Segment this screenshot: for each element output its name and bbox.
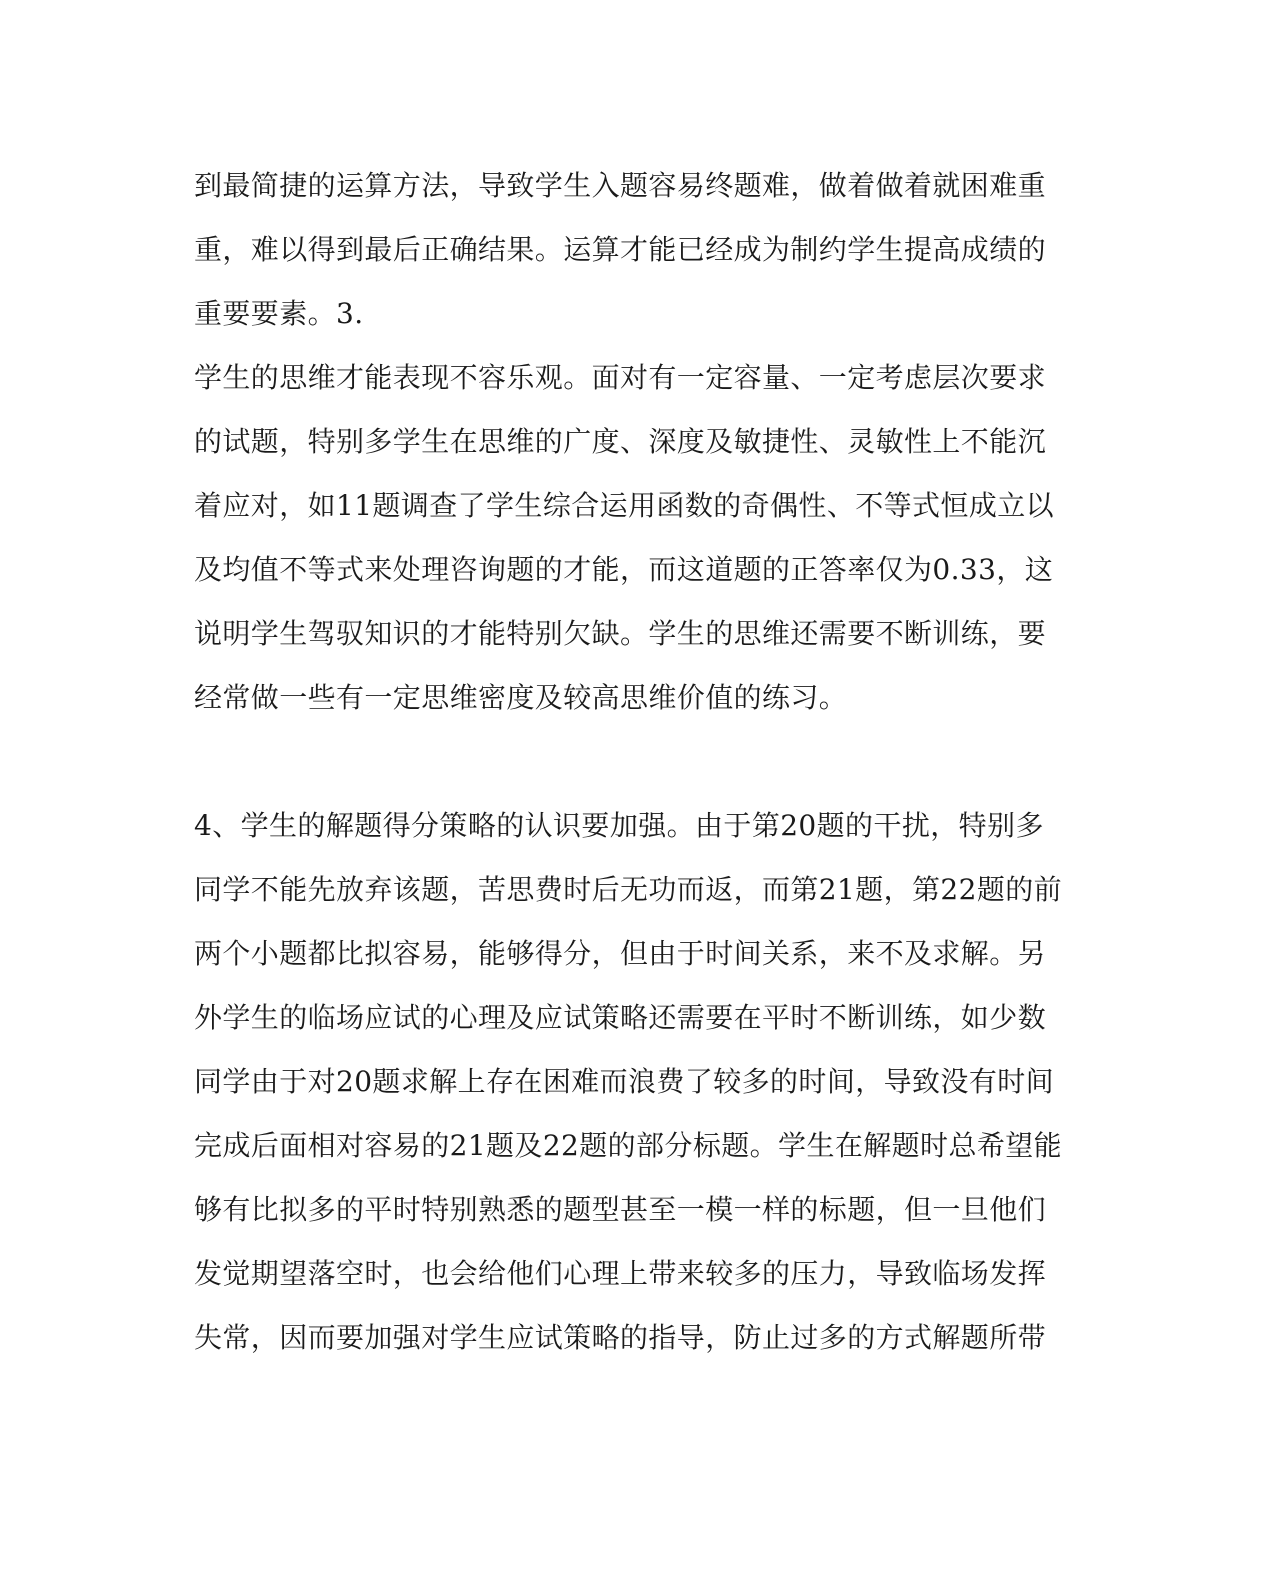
paragraph-line: 说明学生驾驭知识的才能特别欠缺。学生的思维还需要不断训练，要 bbox=[194, 617, 1047, 650]
paragraph-line: 着应对，如11题调查了学生综合运用函数的奇偶性、不等式恒成立以 bbox=[194, 489, 1055, 522]
paragraph-line: 同学不能先放弃该题，苦思费时后无功而返，而第21题，第22题的前 bbox=[194, 873, 1063, 906]
paragraph-line: 够有比拟多的平时特别熟悉的题型甚至一模一样的标题，但一旦他们 bbox=[194, 1193, 1047, 1226]
paragraph-line: 同学由于对20题求解上存在困难而浪费了较多的时间，导致没有时间 bbox=[194, 1065, 1055, 1098]
paragraph-line: 失常，因而要加强对学生应试策略的指导，防止过多的方式解题所带 bbox=[194, 1321, 1047, 1354]
paragraph-line: 经常做一些有一定思维密度及较高思维价值的练习。 bbox=[194, 681, 848, 714]
paragraph-line: 重要要素。3. bbox=[194, 297, 364, 330]
paragraph-line: 外学生的临场应试的心理及应试策略还需要在平时不断训练，如少数 bbox=[194, 1001, 1047, 1034]
paragraph-line: 4、学生的解题得分策略的认识要加强。由于第20题的干扰，特别多 bbox=[194, 809, 1044, 842]
paragraph-line: 完成后面相对容易的21题及22题的部分标题。学生在解题时总希望能 bbox=[194, 1129, 1063, 1162]
paragraph-line: 重，难以得到最后正确结果。运算才能已经成为制约学生提高成绩的 bbox=[194, 233, 1047, 266]
paragraph-line: 发觉期望落空时，也会给他们心理上带来较多的压力，导致临场发挥 bbox=[194, 1257, 1047, 1290]
paragraph-line: 的试题，特别多学生在思维的广度、深度及敏捷性、灵敏性上不能沉 bbox=[194, 425, 1047, 458]
paragraph-line: 两个小题都比拟容易，能够得分，但由于时间关系，来不及求解。另 bbox=[194, 937, 1047, 970]
paragraph-line: 学生的思维才能表现不容乐观。面对有一定容量、一定考虑层次要求 bbox=[194, 361, 1047, 394]
paragraph-1 bbox=[194, 154, 1064, 730]
paragraph-line: 到最简捷的运算方法，导致学生入题容易终题难，做着做着就困难重 bbox=[194, 169, 1047, 202]
paragraph-line: 及均值不等式来处理咨询题的才能，而这道题的正答率仅为0.33，这 bbox=[194, 553, 1054, 586]
paragraph-2 bbox=[194, 794, 1064, 1370]
